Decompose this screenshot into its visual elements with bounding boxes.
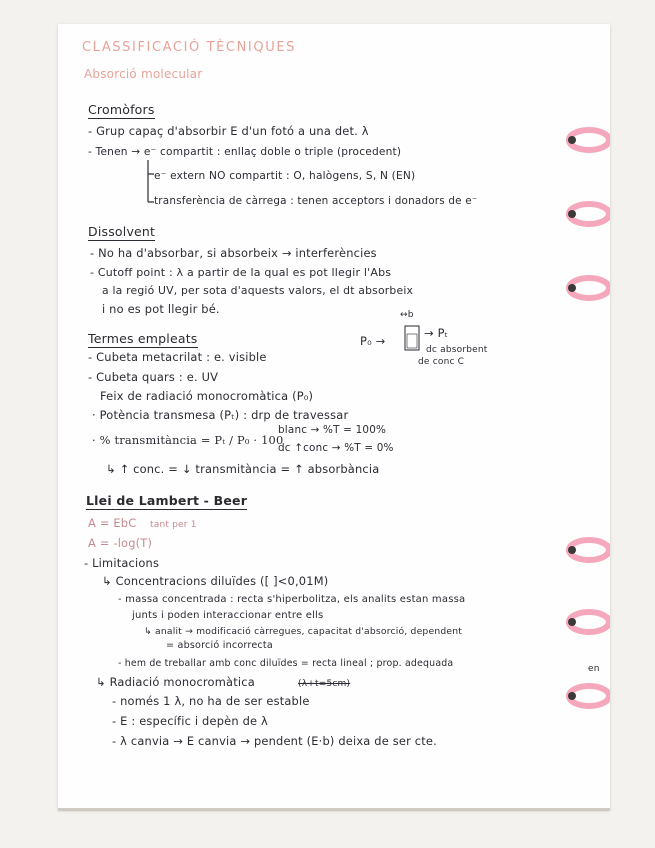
section-heading-cromofors: Cromòfors [88, 102, 155, 117]
lambert-formula-1: A = EbC [88, 516, 137, 530]
diagram-label-b: ↔b [400, 310, 414, 320]
lambert-strike-note: (λ+t=5cm) [298, 679, 351, 689]
bracket-icon [140, 158, 156, 208]
spiral-ring-icon [564, 606, 610, 638]
section-heading-dissolvent: Dissolvent [88, 224, 156, 239]
termes-line-1: - Cubeta metacrilat : e. visible [88, 350, 267, 364]
termes-line-5: · % transmitància = Pₜ / P₀ · 100 [92, 433, 284, 447]
lambert-line-6: - hem de treballar amb conc diluïdes = recta lineal ; prop. adequada [118, 658, 454, 669]
cromofors-line-2: - Tenen → e⁻ compartit : enllaç doble o triple (procedent) [88, 146, 402, 158]
dissolvent-line-1: - No ha d'absorbar, si absorbeix → interferències [90, 246, 377, 260]
termes-branch-1: blanc → %T = 100% [278, 424, 387, 436]
cromofors-line-3: e⁻ extern NO compartit : O, halògens, S, N (EN) [154, 170, 416, 182]
lambert-formula-2: A = -log(T) [88, 536, 153, 550]
lambert-limitations: - Limitacions [84, 556, 160, 570]
spiral-ring-icon [564, 534, 610, 566]
page-edge [58, 808, 610, 811]
spiral-ring-icon [564, 272, 610, 304]
lambert-line-4: ↳ analit → modificació càrregues, capacitat d'absorció, dependent [144, 626, 463, 637]
lambert-line-2: - massa concentrada : recta s'hiperbolitza, els analits estan massa [118, 594, 466, 605]
lambert-line-9: - E : específic i depèn de λ [112, 714, 268, 728]
page-subtitle: Absorció molecular [84, 67, 203, 81]
section-heading-termes: Termes empleats [88, 331, 198, 346]
cuvette-icon [402, 324, 424, 354]
lambert-line-1: ↳ Concentracions diluïdes ([ ]<0,01M) [102, 574, 329, 588]
cromofors-line-4: transferència de càrrega : tenen acceptors i donadors de e⁻ [154, 195, 478, 207]
termes-line-4: · Potència transmesa (Pₜ) : drp de travessar [92, 408, 349, 422]
termes-line-6: ↳ ↑ conc. = ↓ transmitància = ↑ absorbància [106, 462, 380, 476]
dissolvent-line-3: a la regió UV, per sota d'aquests valors, el dt absorbeix [102, 284, 414, 297]
lambert-line-7: ↳ Radiació monocromàtica [96, 675, 255, 689]
cromofors-line-1: - Grup capaç d'absorbir E d'un fotó a una det. λ [88, 124, 369, 138]
spiral-ring-icon [564, 680, 610, 712]
spiral-ring-icon [564, 124, 610, 156]
spiral-ring-icon [564, 198, 610, 230]
dissolvent-line-2: - Cutoff point : λ a partir de la qual es pot llegir l'Abs [90, 266, 392, 279]
diagram-pt: → Pₜ [424, 326, 449, 340]
lambert-formula-1-note: tant per 1 [150, 520, 197, 530]
dissolvent-line-4: i no es pot llegir bé. [102, 302, 220, 316]
lambert-line-3: junts i poden interaccionar entre ells [132, 610, 324, 621]
diagram-label-absorbent: dc absorbent [426, 345, 488, 355]
termes-line-2: - Cubeta quars : e. UV [88, 370, 219, 384]
page-title: CLASSIFICACIÓ TÈCNIQUES [82, 40, 296, 55]
section-heading-lambert: Llei de Lambert - Beer [86, 493, 248, 508]
lambert-line-8: - només 1 λ, no ha de ser estable [112, 694, 310, 708]
termes-line-3: Feix de radiació monocromàtica (P₀) [100, 389, 314, 403]
lambert-line-5: = absorció incorrecta [166, 640, 273, 651]
diagram-p0: P₀ → [360, 334, 386, 348]
termes-branch-2: dc ↑conc → %T = 0% [278, 442, 394, 454]
diagram-label-conc: de conc C [418, 357, 465, 367]
lambert-en-note: en [588, 664, 600, 674]
lambert-line-10: - λ canvia → E canvia → pendent (E·b) deixa de ser cte. [112, 734, 437, 748]
